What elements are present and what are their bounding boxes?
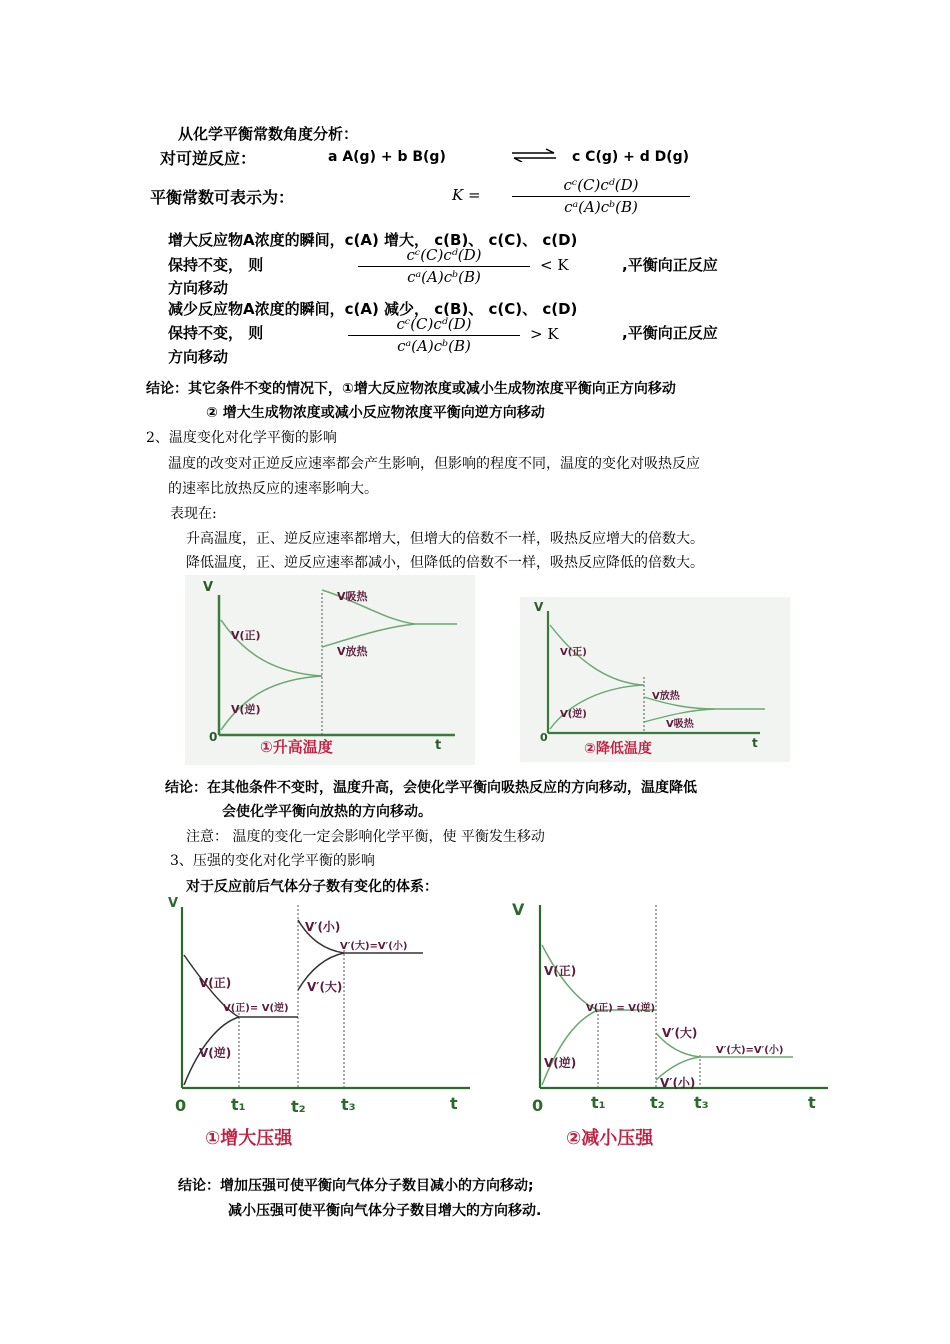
v-forward-label: V(正) — [199, 976, 232, 990]
k-numerator: cᶜ(C)cᵈ(D) — [563, 176, 639, 194]
increase-line3: 方向移动 — [168, 279, 229, 297]
equal-label-2: V′(大)=V′(小) — [340, 941, 408, 952]
section3-intro: 对于反应前后气体分子数有变化的体系： — [186, 879, 438, 895]
v-reverse-label: V(逆) — [544, 1056, 577, 1070]
t3-label: t₃ — [694, 1093, 709, 1112]
chart-raise-temperature — [185, 575, 475, 765]
reaction-right: c C(g) + d D(g) — [572, 149, 690, 165]
conclusion-temperature-1: 结论：在其他条件不变时，温度升高，会使化学平衡向吸热反应的方向移动，温度降低 — [165, 780, 697, 796]
increase-line2: 保持不变， 则 — [168, 256, 264, 274]
decrease-numerator: cᶜ(C)cᵈ(D) — [396, 315, 472, 333]
origin-label: 0 — [540, 731, 548, 744]
t1-label: t₁ — [591, 1093, 606, 1112]
v-endothermic-label: V吸热 — [337, 590, 368, 603]
chart-background — [185, 575, 475, 765]
k-label: 平衡常数可表示为： — [150, 188, 295, 207]
equal-label-1: V(正) = V(逆) — [586, 1003, 656, 1014]
increase-relation: < K — [540, 256, 569, 274]
chart-caption: ①升高温度 — [260, 738, 333, 756]
v-prime-small-label: V′(小) — [305, 920, 341, 934]
x-axis-label: t — [450, 1094, 458, 1113]
v-endothermic-label: V吸热 — [666, 719, 694, 730]
increase-fraction — [358, 246, 530, 287]
k-symbol: K = — [452, 186, 481, 204]
equal-label-1: V(正)= V(逆) — [223, 1003, 289, 1014]
decrease-relation: > K — [530, 325, 559, 343]
v-reverse-label: V(逆) — [560, 709, 587, 720]
x-axis-label: t — [808, 1093, 816, 1112]
section2-para2: 的速率比放热反应的速率影响大。 — [168, 481, 378, 497]
heading-k-analysis: 从化学平衡常数角度分析： — [178, 125, 359, 143]
section2-drop: 降低温度，正、逆反应速率都减小，但降低的倍数不一样，吸热反应降低的倍数大。 — [186, 555, 704, 571]
v-exothermic-label: V放热 — [652, 691, 680, 702]
decrease-fraction — [348, 315, 520, 356]
v-prime-small-label: V′(小) — [660, 1076, 696, 1090]
chart-background — [520, 597, 790, 762]
v-exothermic-label: V放热 — [337, 645, 368, 658]
decrease-line1: 减少反应物A浓度的瞬间，c(A) 减少， c(B)、 c(C)、 c(D) — [168, 300, 578, 318]
v-prime-big-label: V′(大) — [662, 1026, 698, 1040]
reaction-left: a A(g) + b B(g) — [328, 149, 446, 165]
v-prime-big-label: V′(大) — [307, 980, 343, 994]
conclusion-pressure-1: 结论：增加压强可使平衡向气体分子数目减小的方向移动; — [178, 1178, 534, 1194]
v-forward-label: V(正) — [560, 647, 587, 658]
origin-label: 0 — [532, 1096, 544, 1115]
t3-label: t₃ — [341, 1095, 356, 1114]
v-reverse-curve — [542, 1010, 598, 1085]
chart-increase-pressure — [165, 895, 495, 1155]
section2-rise: 升高温度，正、逆反应速率都增大，但增大的倍数不一样，吸热反应增大的倍数大。 — [186, 531, 704, 547]
v-reverse-label: V(逆) — [231, 703, 261, 716]
chart-caption: ①增大压强 — [205, 1128, 293, 1149]
x-axis-label: t — [752, 736, 758, 750]
decrease-line2: 保持不变， 则 — [168, 324, 264, 342]
conclusion-pressure-2: 减小压强可使平衡向气体分子数目增大的方向移动. — [228, 1203, 542, 1219]
decrease-denominator: cᵃ(A)cᵇ(B) — [397, 337, 471, 355]
decrease-result: ,平衡向正反应 — [622, 324, 718, 342]
temperature-note: 注意： 温度的变化一定会影响化学平衡，使 平衡发生移动 — [186, 829, 545, 845]
v-forward-label: V(正) — [544, 964, 577, 978]
y-axis-label: V — [203, 580, 214, 595]
y-axis-label: V — [168, 896, 179, 911]
chart-decrease-pressure — [510, 895, 840, 1155]
y-axis-label: V — [512, 900, 525, 919]
increase-denominator: cᵃ(A)cᵇ(B) — [407, 268, 481, 286]
decrease-line3: 方向移动 — [168, 348, 229, 366]
section2-title: 2、温度变化对化学平衡的影响 — [146, 430, 337, 446]
t2-label: t₂ — [650, 1093, 665, 1112]
section2-show: 表现在: — [170, 506, 217, 522]
equilibrium-arrow-icon — [510, 148, 558, 162]
equal-label-2: V′(大)=V′(小) — [716, 1045, 784, 1056]
chart-lower-temperature — [520, 597, 790, 762]
origin-label: 0 — [209, 730, 218, 744]
t1-label: t₁ — [231, 1095, 246, 1114]
increase-line1: 增大反应物A浓度的瞬间，c(A) 增大， c(B)、 c(C)、 c(D) — [168, 231, 578, 249]
increase-result: ,平衡向正反应 — [622, 256, 718, 274]
k-fraction — [512, 176, 690, 217]
increase-numerator: cᶜ(C)cᵈ(D) — [406, 246, 482, 264]
conclusion-concentration-1: 结论：其它条件不变的情况下，①增大反应物浓度或减小生成物浓度平衡向正方向移动 — [146, 381, 676, 397]
chart-caption: ②降低温度 — [584, 741, 652, 757]
conclusion-temperature-2: 会使化学平衡向放热的方向移动。 — [222, 804, 432, 820]
origin-label: 0 — [175, 1096, 187, 1115]
reaction-label: 对可逆反应： — [160, 149, 257, 168]
x-axis-label: t — [435, 738, 442, 753]
chart-caption: ②减小压强 — [566, 1128, 654, 1149]
y-axis-label: V — [534, 600, 544, 614]
t2-label: t₂ — [291, 1097, 306, 1116]
conclusion-concentration-2: ② 增大生成物浓度或减小反应物浓度平衡向逆方向移动 — [206, 405, 545, 421]
section2-para1: 温度的改变对正逆反应速率都会产生影响，但影响的程度不同，温度的变化对吸热反应 — [168, 456, 700, 472]
v-forward-label: V(正) — [231, 629, 261, 642]
v-reverse-label: V(逆) — [199, 1046, 232, 1060]
k-denominator: cᵃ(A)cᵇ(B) — [564, 198, 638, 216]
section3-title: 3、压强的变化对化学平衡的影响 — [170, 853, 375, 869]
